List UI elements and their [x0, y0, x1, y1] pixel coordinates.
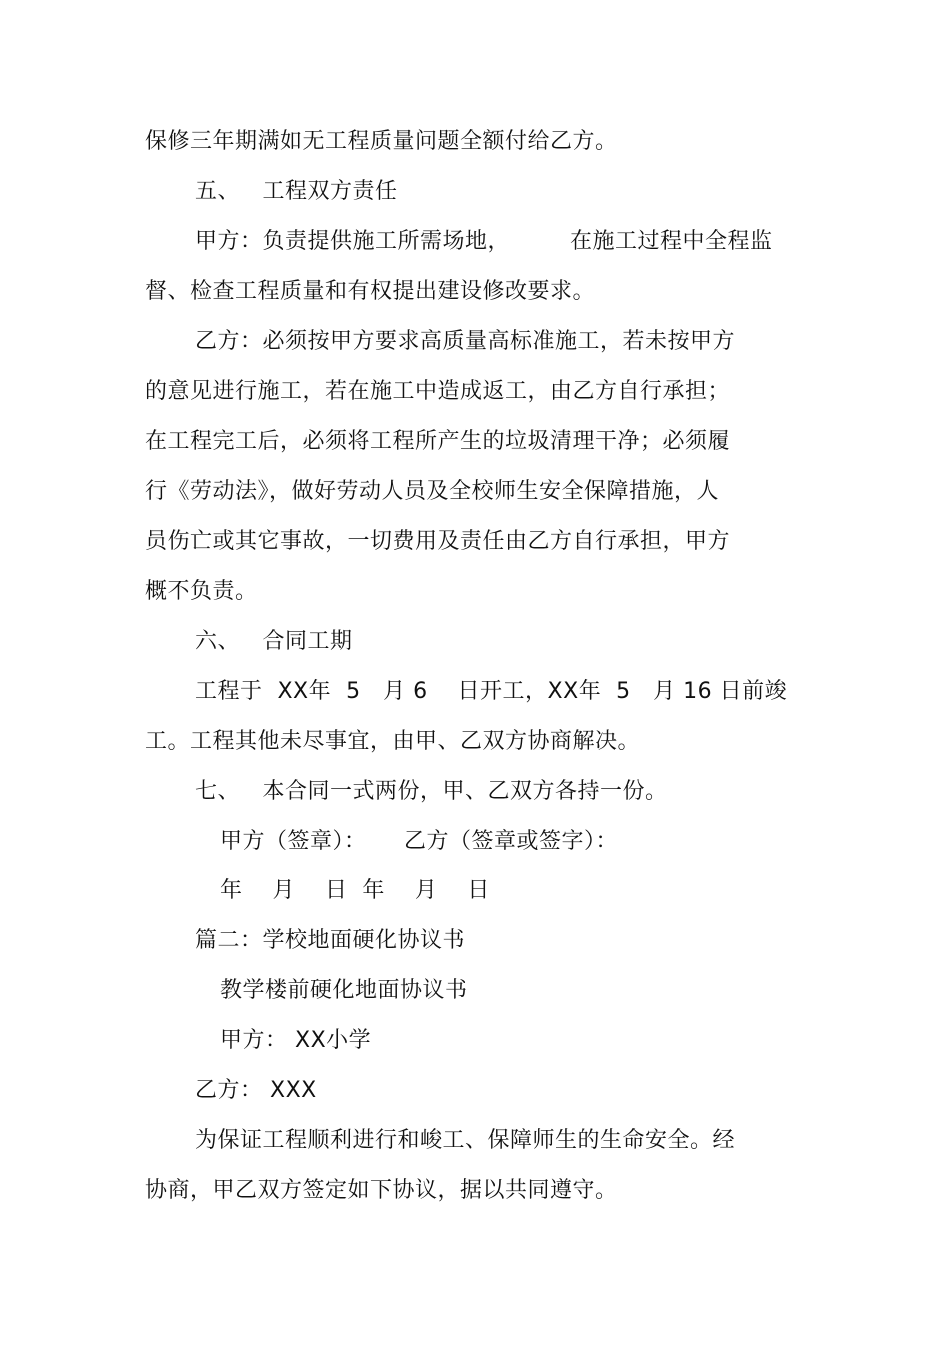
party-b-line: 乙方： XXX — [195, 1078, 317, 1103]
text-line: 协商，甲乙双方签定如下协议，据以共同遵守。 — [145, 1178, 618, 1203]
text-line: 行《劳动法》，做好劳动人员及全校师生安全保障措施，人 — [145, 479, 720, 504]
text-line: 保修三年期满如无工程质量问题全额付给乙方。 — [145, 129, 618, 154]
text-line: 工程于 XX年 5 月 6 日开工，XX年 5 月 16 日前竣 — [195, 679, 788, 704]
signature-line: 甲方（签章）： 乙方（签章或签字）： — [220, 829, 618, 854]
text-line: 工。工程其他未尽事宜，由甲、乙双方协商解决。 — [145, 729, 641, 754]
section-heading: 六、 合同工期 — [195, 629, 353, 654]
chapter-heading: 篇二：学校地面硬化协议书 — [195, 928, 466, 953]
text-line: 的意见进行施工，若在施工中造成返工，由乙方自行承担； — [145, 379, 731, 404]
text-line: 在工程完工后，必须将工程所产生的垃圾清理干净；必须履 — [145, 429, 731, 454]
text-line: 员伤亡或其它事故，一切费用及责任由乙方自行承担，甲方 — [145, 529, 731, 554]
text-line: 甲方：负责提供施工所需场地， 在施工过程中全程监 — [195, 229, 773, 254]
section-heading: 五、 工程双方责任 — [195, 179, 398, 204]
text-line: 督、检查工程质量和有权提出建设修改要求。 — [145, 279, 596, 304]
text-line: 概不负责。 — [145, 579, 258, 604]
date-line: 年 月 日 年 月 日 — [220, 878, 490, 903]
text-line: 为保证工程顺利进行和峻工、保障师生的生命安全。经 — [195, 1128, 736, 1153]
agreement-title: 教学楼前硬化地面协议书 — [220, 978, 468, 1003]
party-a-line: 甲方： XX小学 — [220, 1028, 372, 1053]
section-heading: 七、 本合同一式两份，甲、乙双方各持一份。 — [195, 779, 668, 804]
text-line: 乙方：必须按甲方要求高质量高标准施工，若未按甲方 — [195, 329, 736, 354]
